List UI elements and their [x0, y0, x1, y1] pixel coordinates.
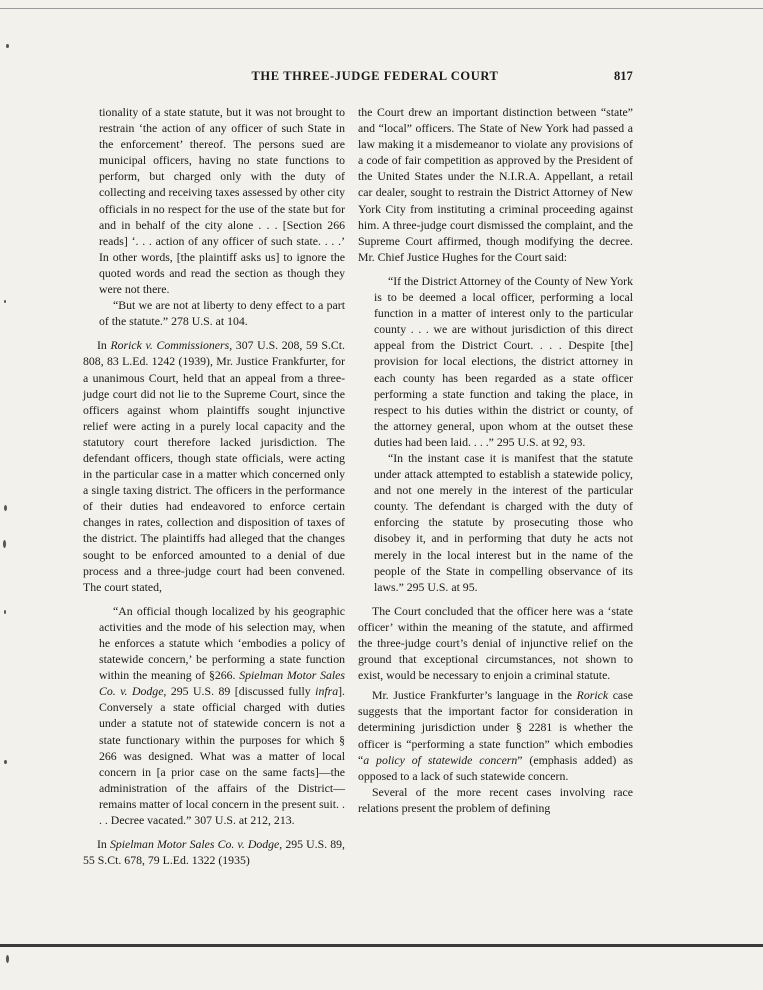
scan-speck [4, 300, 6, 303]
page-number: 817 [614, 69, 633, 83]
spielman-paragraph: In Spielman Motor Sales Co. v. Dodge, 295 U.S. 89, 55 S.Ct. 678, 79 L.Ed. 1322 (1935) [83, 837, 345, 868]
scan-speck [4, 505, 7, 511]
spielman-continuation: the Court drew an important distinction between “state” and “local” officers. The State of New York had passed a law making it a misdemeanor to violate any provisions of a code of fair competition as approved by the President of the United States under the N.I.R.A. Appellant, a retail car dealer, sought to restrain the District Attorney of New York City from instituting a criminal proceeding against him. A three-judge court dismissed the complaint, and the Supreme Court affirmed, though modifying the decree. Mr. Chief Justice Hughes for the Court said: [358, 105, 633, 264]
top-scan-edge [0, 8, 763, 9]
race-relations-paragraph: Several of the more recent cases involving race relations present the problem of defining [358, 784, 633, 815]
running-head: THE THREE-JUDGE FEDERAL COURT [251, 69, 499, 83]
case-name: Spielman Motor Sales Co. v. Dodge, [99, 668, 345, 699]
bottom-scan-edge [0, 944, 763, 947]
case-name: Rorick [576, 688, 609, 703]
scan-speck [4, 610, 6, 614]
left-column [83, 104, 345, 868]
scan-speck [3, 540, 6, 548]
conclusion-paragraph: The Court concluded that the officer here was a ‘state officer’ within the meaning of the statute, and affirmed the three-judge court’s denial of injunctive relief on the ground that exceptional circumstances, not shown to exist, would be necessary to enjoin a criminal statute. [358, 603, 633, 683]
frankfurter-paragraph: Mr. Justice Frankfurter’s language in the Rorick case suggests that the important factor for consideration in determining jurisdiction under § 2281 is whether the officer is “performing a state function” which embodies “a policy of statewide concern” (emphasis added) as opposed to a lack of such statewide concern. [358, 688, 633, 783]
quote-continuation: tionality of a state statute, but it was not brought to restrain ‘the action of any officer of such State in the enforcement’ thereof. The persons sued are municipal officers, having no state functions to perform, but charged only with the duty of collecting and receiving taxes assessed by other city officials in no respect for the use of the state but for and in behalf of the city alone . . . [Section 266 reads] ‘. . . action of any officer of such state. . . .’ In other words, [the plaintiff asks us] to ignore the quoted words and read the section as though they were not there. [99, 105, 346, 297]
emphasis: a policy of statewide concern [363, 752, 518, 767]
rorick-paragraph: In Rorick v. Commissioners, 307 U.S. 208, 59 S.Ct. 808, 83 L.Ed. 1242 (1939), Mr. Justice Frankfurter, for a unanimous Court, held that an appeal from a three-judge court did not lie to the Supreme Court, since the officers against whom plaintiffs sought injunctive relief were acting in a purely local capacity and the statutory court therefore lacked jurisdiction. The defendant officers, though state officials, were acting in the particular case in a matter which concerned only a single taxing district. The officers in the performance of their duties had endeavored to enforce certain changes in rates, collection and disposition of taxes of the district. The plaintiffs had alleged that the changes sought to be enforced amounted to a denial of due process and a three-judge court had been convened. The court stated, [83, 338, 346, 594]
case-name: Spielman Motor Sales Co. v. Dodge, [109, 837, 283, 852]
scan-speck [6, 955, 9, 963]
right-column [358, 104, 633, 816]
spielman-quote-2: “In the instant case it is manifest that the statute under attack attempted to establish a statewide policy, and not one merely in the interest of the particular county. The defendant is charged with the duty of enforcing the statute by prosecuting those who disobey it, and in performing that duty he acts not merely in the local interest but in the name of the people of the State in compelling observance of its laws.” 295 U.S. at 95. [374, 450, 633, 594]
quote-closing: “But we are not at liberty to deny effect to a part of the statute.” 278 U.S. at 104. [99, 298, 345, 329]
scan-speck [4, 760, 7, 764]
scan-speck [6, 44, 9, 48]
rorick-quote: “An official though localized by his geographic activities and the mode of his selection may, when he enforces a statute which ‘embodies a policy of statewide concern,’ be performing a state function within the meaning of §266. Spielman Motor Sales Co. v. Dodge, 295 U.S. 89 [discussed fully infra]. Conversely a state official charged with duties under a statute not of statewide concern is not a state functionary within the purposes for which § 266 was designed. What was a matter of local concern in [a prior case on the same facts]—the administration of the affairs of the District—remains matter of local concern in the present suit. . . . Decree vacated.” 307 U.S. at 212, 213. [99, 603, 346, 828]
spielman-quote-1: “If the District Attorney of the County of New York is to be deemed a local officer, performing a local function in a matter of interest only to the particular county . . . we are without jurisdiction of this direct appeal from the District Court. . . . Despite [the] provision for local elections, the district attorney in each county has been regarded as a state officer performing a state function and taking the place, in respect to his duties within the district or county, of the attorney general, upon whom at the outset these duties had been laid. . . .” 295 U.S. at 92, 93. [374, 273, 633, 449]
page-header [0, 69, 763, 87]
case-name: Rorick v. Commissioners, [110, 338, 233, 353]
